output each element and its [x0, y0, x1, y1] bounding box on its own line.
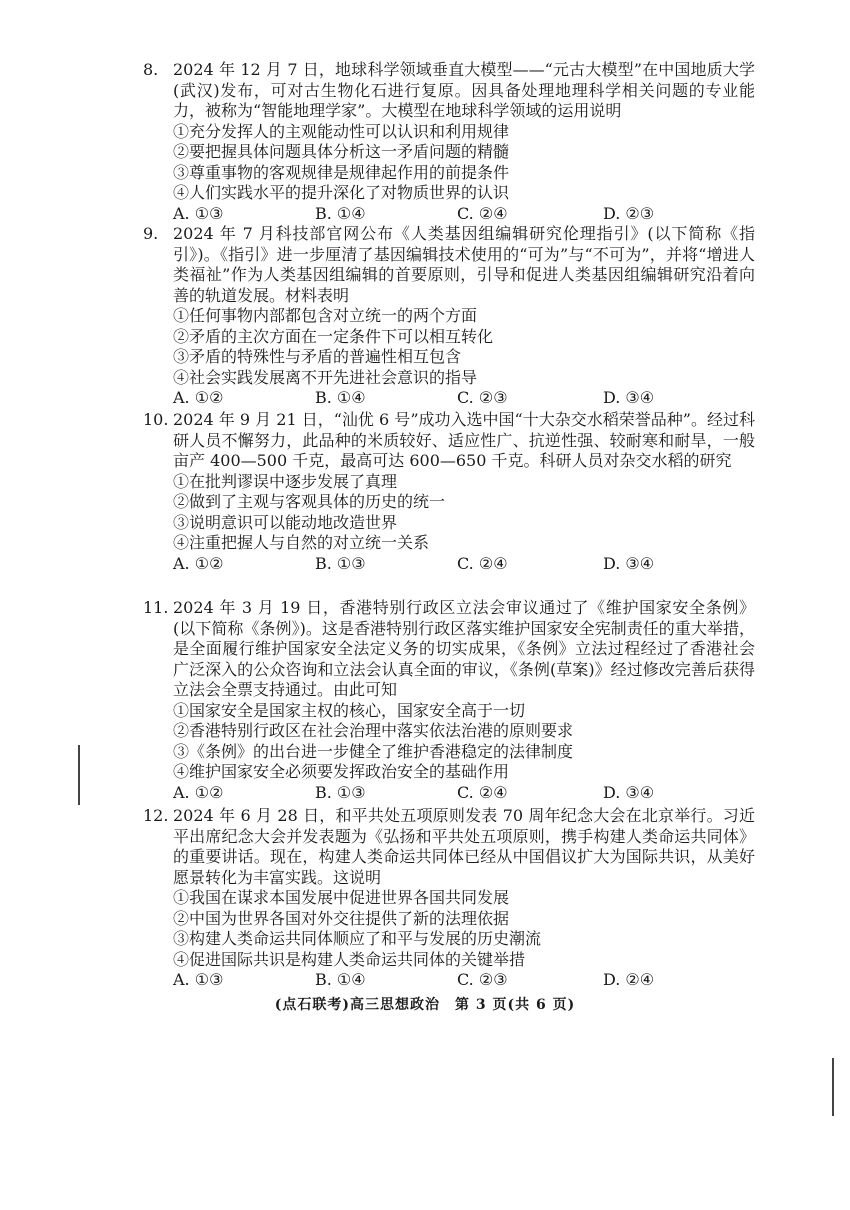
statement-4: ④维护国家安全必须要发挥政治安全的基础作用 [173, 762, 510, 781]
question-number: 10. [143, 410, 169, 429]
statement-2: ②中国为世界各国对外交往提供了新的法理依据 [173, 908, 510, 928]
choice-d: D. ②④ [603, 970, 655, 989]
statement-4: ④社会实践发展离不开先进社会意识的指导 [173, 367, 478, 387]
scan-mark-right [832, 1058, 834, 1116]
question-number: 12. [143, 806, 169, 825]
question-8 [143, 60, 755, 224]
choice-d: D. ③④ [603, 553, 655, 573]
question-number: 9. [143, 224, 159, 243]
statement-1: ①充分发挥人的主观能动性可以认识和利用规律 [173, 121, 510, 141]
question-12 [143, 806, 755, 991]
scan-mark-left [78, 745, 80, 805]
answer-choices [173, 970, 755, 991]
choice-d: D. ②③ [603, 203, 655, 223]
choice-b: B. ①④ [315, 388, 366, 407]
choice-a: A. ①② [173, 553, 224, 573]
question-stem: 2024 年 9 月 21 日，“汕优 6 号”成功入选中国“十大杂交水稻荣誉品种”。经过科研人员不懈努力，此品种的米质较好、适应性广、抗逆性强、较耐寒和耐旱，一般亩产 400—500 千克，最高可达 600—650 千克。科研人员对杂交水稻的研究 [173, 410, 755, 470]
question-stem: 2024 年 12 月 7 日，地球科学领域垂直大模型——“元古大模型”在中国地质大学(武汉)发布，可对古生物化石进行复原。因具备处理地理科学相关问题的专业能力，被称为“智能地理学家”。大模型在地球科学领域的运用说明 [173, 60, 755, 120]
statement-3: ③构建人类命运共同体顺应了和平与发展的历史潮流 [173, 929, 542, 948]
choice-d: D. ③④ [603, 782, 655, 802]
question-10 [143, 410, 755, 574]
choice-d: D. ③④ [603, 388, 655, 407]
question-stem: 2024 年 3 月 19 日，香港特别行政区立法会审议通过了《维护国家安全条例》(以下简称《条例》)。这是香港特别行政区落实维护国家安全宪制责任的重大举措，是全面履行维护国家安全法定义务的切实成果，《条例》立法过程经过了香港社会广泛深入的公众咨询和立法会认真全面的审议，《条例(草案)》经过修改完善后获得立法会全票支持通过。由此可知 [173, 598, 755, 699]
statement-3: ③矛盾的特殊性与矛盾的普遍性相互包含 [173, 347, 462, 366]
statement-2: ②做到了主观与客观具体的历史的统一 [173, 492, 446, 511]
question-number: 11. [143, 598, 169, 617]
choice-c: C. ②④ [457, 782, 508, 802]
answer-choices [173, 388, 755, 409]
statement-3: ③尊重事物的客观规律是规律起作用的前提条件 [173, 162, 510, 182]
statement-1: ①国家安全是国家主权的核心，国家安全高于一切 [173, 700, 526, 720]
answer-choices [173, 783, 755, 804]
question-stem: 2024 年 7 月科技部官网公布《人类基因组编辑研究伦理指引》(以下简称《指引》)。《指引》进一步厘清了基因编辑技术使用的“可为”与“不可为”，并将“增进人类福祉”作为人类基因组编辑的首要原则，引导和促进人类基因组编辑研究沿着向善的轨道发展。材料表明 [173, 224, 755, 305]
choice-b: B. ①④ [315, 970, 366, 989]
choice-a: A. ①③ [173, 203, 224, 223]
statement-1: ①在批判谬误中逐步发展了真理 [173, 471, 398, 491]
page-footer: (点石联考)高三思想政治 第 3 页(共 6 页) [274, 997, 576, 1013]
choice-a: A. ①② [173, 388, 224, 407]
statement-1: ①我国在谋求本国发展中促进世界各国共同发展 [173, 888, 510, 907]
question-9 [143, 224, 755, 409]
choice-c: C. ②④ [457, 553, 508, 573]
statement-2: ②矛盾的主次方面在一定条件下可以相互转化 [173, 326, 494, 346]
statement-4: ④人们实践水平的提升深化了对物质世界的认识 [173, 183, 510, 202]
answer-choices [173, 554, 755, 575]
question-number: 8. [143, 60, 159, 79]
statement-2: ②香港特别行政区在社会治理中落实依法治港的原则要求 [173, 721, 574, 740]
question-stem: 2024 年 6 月 28 日，和平共处五项原则发表 70 周年纪念大会在北京举行。习近平出席纪念大会并发表题为《弘扬和平共处五项原则，携手构建人类命运共同体》的重要讲话。现在，构建人类命运共同体已经从中国倡议扩大为国际共识，从美好愿景转化为丰富实践。这说明 [173, 806, 755, 887]
choice-c: C. ②③ [457, 388, 508, 407]
choice-c: C. ②③ [457, 970, 508, 989]
choice-b: B. ①③ [315, 553, 366, 573]
statement-1: ①任何事物内部都包含对立统一的两个方面 [173, 306, 478, 325]
answer-choices [173, 204, 755, 225]
choice-a: A. ①③ [173, 970, 224, 989]
choice-a: A. ①② [173, 782, 224, 802]
statement-3: ③《条例》的出台进一步健全了维护香港稳定的法律制度 [173, 741, 574, 761]
question-11 [143, 598, 755, 803]
statement-4: ④注重把握人与自然的对立统一关系 [173, 533, 430, 552]
choice-b: B. ①③ [315, 782, 366, 802]
choice-c: C. ②④ [457, 203, 508, 223]
statement-2: ②要把握具体问题具体分析这一矛盾问题的精髓 [173, 142, 510, 161]
statement-4: ④促进国际共识是构建人类命运共同体的关键举措 [173, 949, 526, 969]
statement-3: ③说明意识可以能动地改造世界 [173, 512, 398, 532]
choice-b: B. ①④ [315, 203, 366, 223]
